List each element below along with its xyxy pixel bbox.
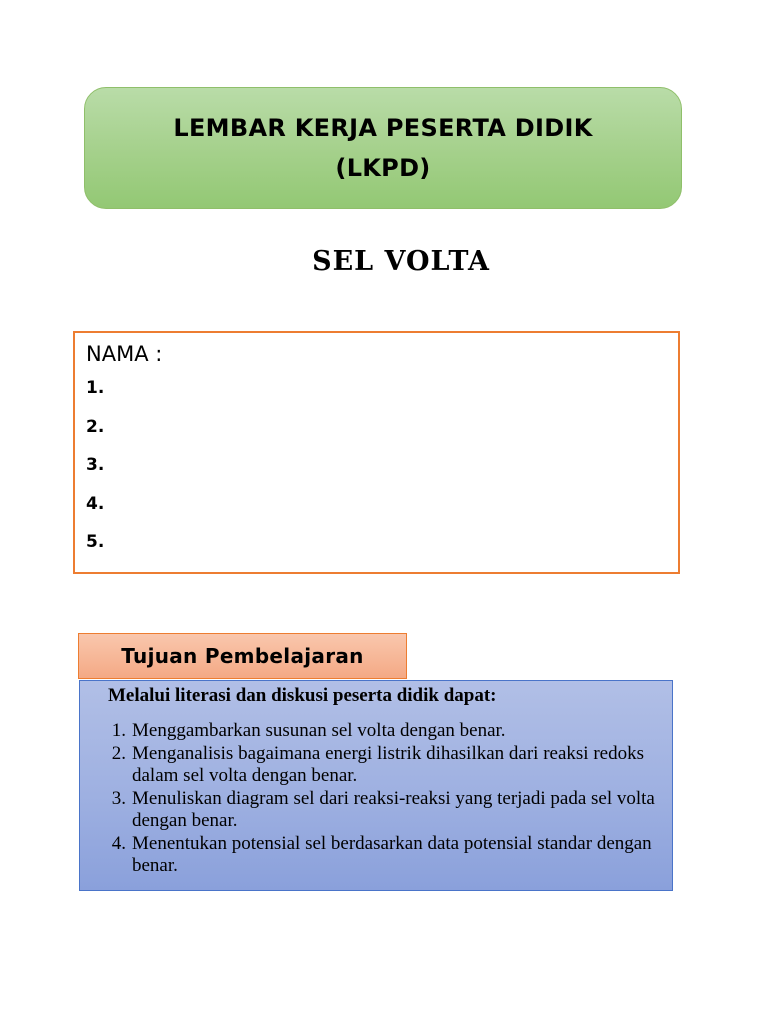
objectives-tab-label: Tujuan Pembelajaran (121, 644, 364, 668)
title-banner (84, 87, 682, 209)
objective-item (80, 833, 672, 878)
name-label: NAMA : (86, 342, 163, 366)
subject-title: SEL VOLTA (312, 246, 490, 277)
name-line-4: 4. (86, 493, 105, 514)
objectives-intro: Melalui literasi dan diskusi peserta didik dapat: (108, 685, 497, 706)
name-box (73, 331, 680, 574)
document-title-line1: LEMBAR KERJA PESERTA DIDIK (173, 114, 593, 142)
objectives-box (79, 680, 673, 891)
objective-text: Menggambarkan susunan sel volta dengan benar. (132, 720, 506, 741)
objective-number: 1. (111, 720, 126, 741)
objective-item (80, 720, 672, 743)
name-line-2: 2. (86, 416, 105, 437)
objective-item (80, 788, 672, 833)
name-line-3: 3. (86, 455, 105, 475)
objective-number: 2. (111, 742, 126, 764)
document-title-line2: (LKPD) (335, 154, 431, 182)
objectives-tab (78, 633, 407, 679)
objective-text: Menganalisis bagaimana energi listrik dihasilkan dari reaksi redoks dalam sel volta dengan benar. (132, 742, 644, 786)
objectives-list (80, 720, 672, 878)
objective-number: 4. (111, 832, 126, 854)
objective-text: Menuliskan diagram sel dari reaksi-reaksi yang terjadi pada sel volta dengan benar. (132, 787, 655, 831)
name-line-5: 5. (86, 532, 105, 552)
objective-text: Menentukan potensial sel berdasarkan data potensial standar dengan benar. (132, 832, 652, 876)
name-line-1: 1. (86, 378, 105, 398)
objective-item (80, 743, 672, 788)
name-list (86, 375, 678, 568)
objective-number: 3. (111, 787, 126, 809)
